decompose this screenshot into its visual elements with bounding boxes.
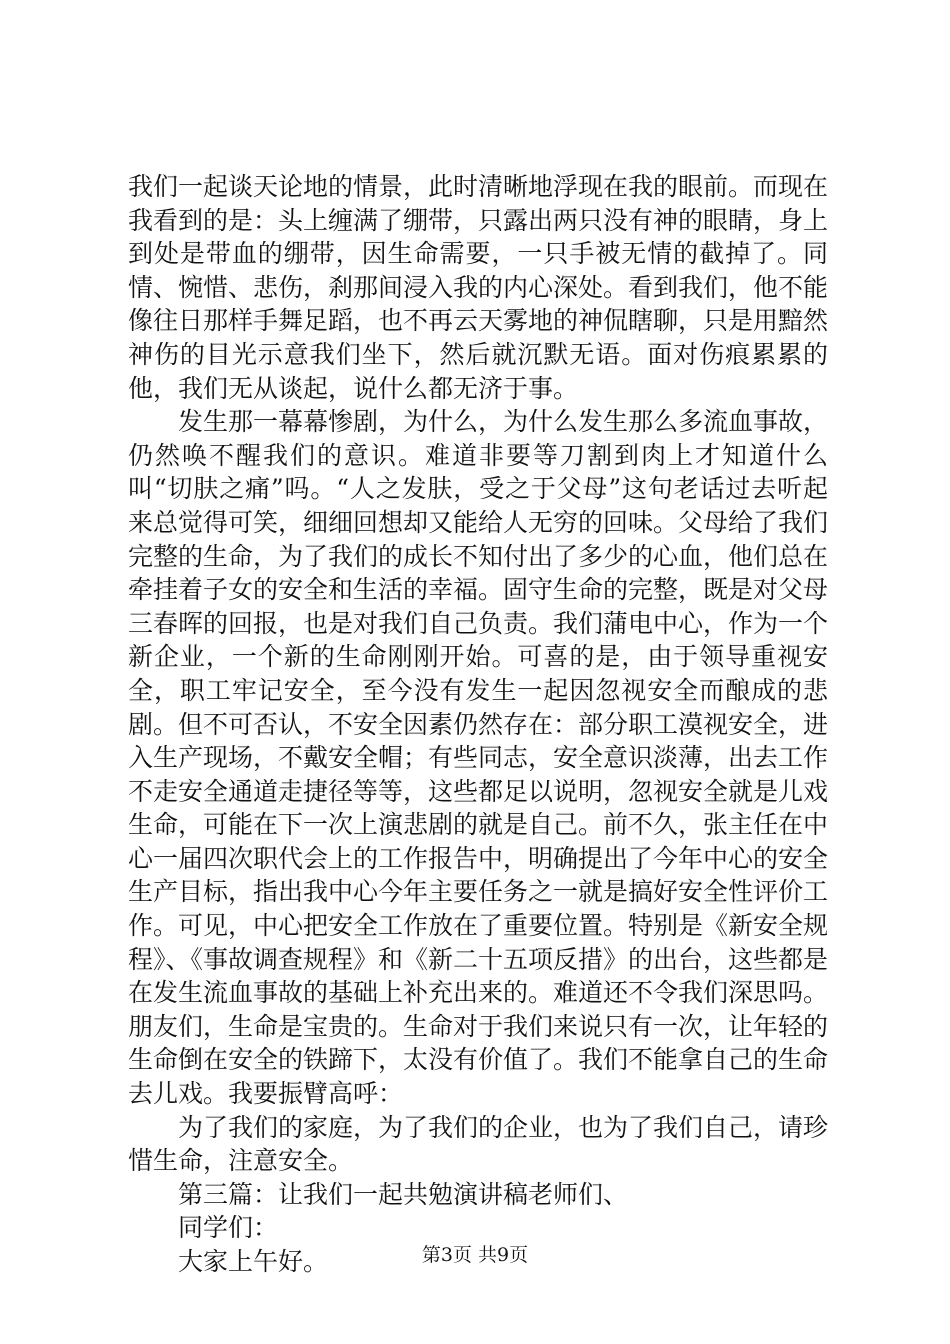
page-number-footer: 第3页 共9页 — [421, 1244, 529, 1266]
document-body — [128, 170, 828, 1279]
paragraph-2: 发生那一幕幕惨剧，为什么，为什么发生那么多流血事故，仍然唤不醒我们的意识。难道非要等刀割到肉上才知道什么叫“切肤之痛”吗。“人之发肤，受之于父母”这句老话过去听起来总觉得可笑，细细回想却又能给人无穷的回味。父母给了我们完整的生命，为了我们的成长不知付出了多少的心血，他们总在牵挂着子女的安全和生活的幸福。固守生命的完整，既是对父母三春晖的回报，也是对我们自己负责。我们蒲电中心，作为一个新企业，一个新的生命刚刚开始。可喜的是，由于领导重视安全，职工牢记安全，至今没有发生一起因忽视安全而酿成的悲剧。但不可否认，不安全因素仍然存在：部分职工漠视安全，进入生产现场，不戴安全帽；有些同志，安全意识淡薄，出去工作不走安全通道走捷径等等，这些都足以说明，忽视安全就是儿戏生命，可能在下一次上演悲剧的就是自己。前不久，张主任在中心一届四次职代会上的工作报告中，明确提出了今年中心的安全生产目标，指出我中心今年主要任务之一就是搞好安全性评价工作。可见，中心把安全工作放在了重要位置。特别是《新安全规程》、《事故调查规程》和《新二十五项反措》的出台，这些都是在发生流血事故的基础上补充出来的。难道还不令我们深思吗。朋友们，生命是宝贵的。生命对于我们来说只有一次，让年轻的生命倒在安全的铁蹄下，太没有价值了。我们不能拿自己的生命去儿戏。我要振臂高呼： — [128, 407, 829, 1109]
salutation: 同学们： — [178, 1213, 279, 1243]
paragraph-1: 我们一起谈天论地的情景，此时清晰地浮现在我的眼前。而现在我看到的是：头上缠满了绷带，只露出两只没有神的眼睛，身上到处是带血的绷带，因生命需要，一只手被无情的截掉了。同情、惋惜、悲伤，刹那间浸入我的内心深处。看到我们，他不能像往日那样手舞足蹈，也不再云天雾地的神侃瞎聊，只是用黯然神伤的目光示意我们坐下，然后就沉默无语。面对伤痕累累的他，我们无从谈起，说什么都无济于事。 — [128, 172, 829, 403]
greeting: 大家上午好。 — [178, 1247, 329, 1276]
section-heading: 第三篇：让我们一起共勉演讲稿老师们、 — [178, 1179, 629, 1209]
paragraph-3: 为了我们的家庭，为了我们的企业，也为了我们自己，请珍惜生命，注意安全。 — [128, 1112, 829, 1176]
